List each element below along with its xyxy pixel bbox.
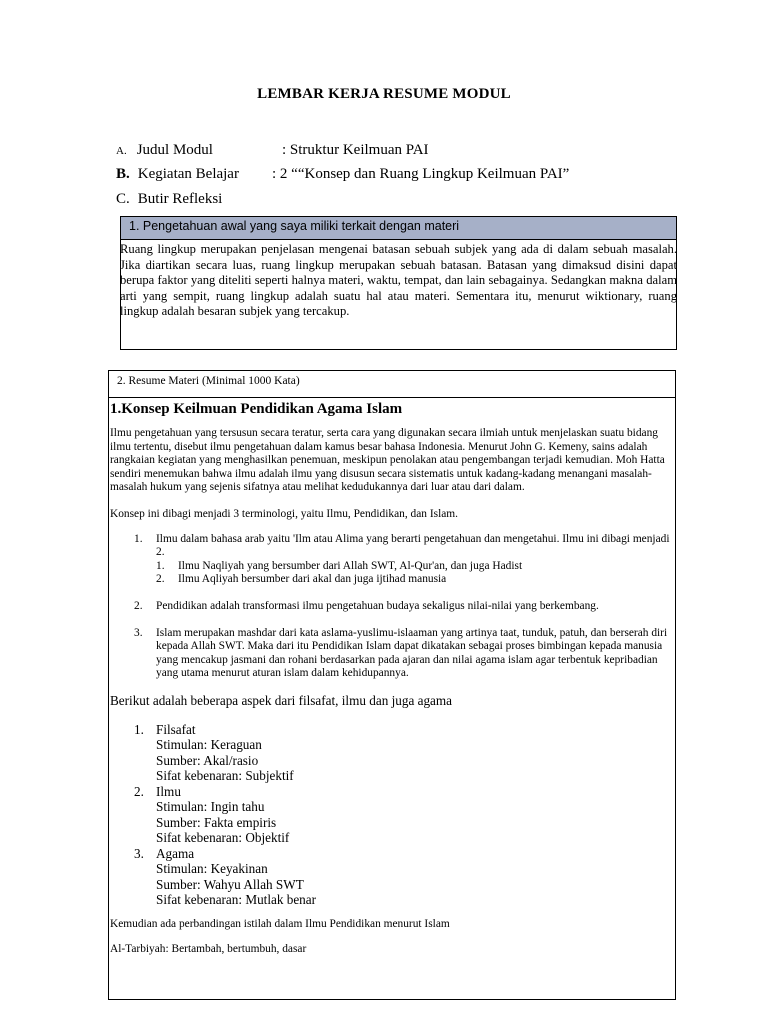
aspect-name: Ilmu [156, 783, 181, 799]
aspects-list [110, 722, 675, 908]
terminology-list [110, 533, 675, 681]
aspect-item [110, 784, 675, 846]
aspect-item [110, 846, 675, 908]
aspect-stimulan: Stimulan: Keyakinan [156, 861, 268, 877]
resume-content [109, 400, 675, 956]
list-item [110, 600, 675, 614]
aspects-intro: Berikut adalah beberapa aspek dari filsafat, ilmu dan juga agama [110, 692, 452, 708]
aspect-sumber: Sumber: Wahyu Allah SWT [156, 876, 304, 892]
judul-modul-row [116, 142, 429, 159]
list-item-text: Islam merupakan mashdar dari kata aslama-yuslimu-islaaman yang artinya taat, tunduk, patuh, dan berserah diri kepada Allah SWT. Maka dari itu Pendidikan Islam dapat dikatakan sebagai proses bimbingan kepada manusia yang mencakup jasmani dan rohani berdasarkan pada ajaran dan nilai agama islam agar terbentuk kepribadian yang utama menurut aturan islam dalam kehidupannya. [156, 626, 668, 680]
paragraph: Konsep ini dibagi menjadi 3 terminologi, yaitu Ilmu, Pendidikan, dan Islam. [110, 507, 458, 520]
list-number: 1. [134, 721, 144, 737]
resume-materi-header: 2. Resume Materi (Minimal 1000 Kata) [109, 371, 675, 398]
list-item-text: Pendidikan adalah transformasi ilmu pengetahuan budaya sekaligus nilai-nilai yang berkembang. [156, 599, 599, 612]
list-number: 3. [134, 845, 144, 861]
list-item-text: Ilmu dalam bahasa arab yaitu 'Ilm atau Alima yang berarti pengetahuan dan mengetahui. Ilmu ini dibagi menjadi 2. [156, 532, 670, 559]
list-number: 2. [134, 783, 144, 799]
list-item [110, 627, 675, 681]
pengetahuan-awal-header: 1. Pengetahuan awal yang saya miliki terkait dengan materi [121, 217, 676, 240]
row-letter: C. [116, 191, 130, 207]
row-letter: B. [116, 166, 130, 182]
aspect-sifat: Sifat kebenaran: Objektif [156, 830, 290, 846]
kegiatan-belajar-row [116, 166, 570, 183]
judul-modul-label: Judul Modul [136, 142, 213, 158]
list-number: 2. [134, 599, 143, 612]
aspect-sumber: Sumber: Akal/rasio [156, 752, 259, 768]
aspect-name: Agama [156, 845, 195, 861]
aspect-sumber: Sumber: Fakta empiris [156, 814, 277, 830]
section-heading: 1.Konsep Keilmuan Pendidikan Agama Islam [110, 401, 403, 417]
list-number: 1. [134, 532, 143, 545]
paragraph: Ilmu pengetahuan yang tersusun secara teratur, serta cara yang digunakan secara ilmiah untuk menjelaskan suatu bidang ilmu tertentu, disebut ilmu pengetahuan dalam kamus besar bahasa Indonesia. Menurut John G. Kemeny, sains adalah rangkaian kegiatan yang menghasilkan penemuan, meskipun penolakan atau pengembangan terjadi kemudian. Moh Hatta sendiri menemukan bahwa ilmu adalah ilmu yang disusun secara sistematis untuk kadang-kadang menangani masalah-masalah hukum yang sejenis sifatnya atau melihat kedudukannya dari luar atau dari dalam. [110, 427, 665, 494]
judul-modul-value: : Struktur Keilmuan PAI [282, 142, 429, 158]
list-number: 2. [156, 573, 165, 586]
list-item [110, 533, 675, 560]
aspect-item [110, 722, 675, 784]
aspect-stimulan: Stimulan: Keraguan [156, 737, 262, 753]
sub-list-item [110, 560, 675, 574]
list-item-text: Ilmu Aqliyah bersumber dari akal dan juga ijtihad manusia [178, 573, 447, 586]
list-number: 1. [156, 559, 165, 572]
list-number: 3. [134, 626, 143, 639]
kegiatan-belajar-label: Kegiatan Belajar [137, 166, 239, 182]
resume-materi-box [108, 370, 676, 1000]
page-title: LEMBAR KERJA RESUME MODUL [257, 86, 511, 102]
list-item-text: Ilmu Naqliyah yang bersumber dari Allah SWT, Al-Qur'an, dan juga Hadist [178, 559, 523, 572]
pengetahuan-awal-text: Ruang lingkup merupakan penjelasan mengenai batasan sebuah subjek yang ada di dalam sebuah masalah. Jika diartikan secara luas, ruang lingkup merupakan sebuah batasan. Batasan yang dimaksud disini dapat berupa faktor yang diteliti seperti halnya materi, waktu, tempat, dan lain sebagainya. Sedangkan makna dalam arti yang sempit, ruang lingkup adalah suatu hal atau materi. Sementara itu, menurut wiktionary, ruang lingkup adalah besaran subjek yang tercakup. [120, 242, 677, 318]
kegiatan-belajar-value: : 2 ““Konsep dan Ruang Lingkup Keilmuan PAI” [272, 166, 570, 182]
sub-list-item [110, 573, 675, 587]
aspect-sifat: Sifat kebenaran: Subjektif [156, 768, 294, 784]
comparison-intro: Kemudian ada perbandingan istilah dalam Ilmu Pendidikan menurut Islam [110, 917, 450, 930]
aspect-sifat: Sifat kebenaran: Mutlak benar [156, 892, 317, 908]
aspect-stimulan: Stimulan: Ingin tahu [156, 799, 265, 815]
tarbiyah-definition: Al-Tarbiyah: Bertambah, bertumbuh, dasar [110, 942, 307, 955]
aspect-name: Filsafat [156, 721, 196, 737]
row-letter: A. [116, 145, 127, 157]
butir-refleksi-label: Butir Refleksi [137, 191, 223, 207]
pengetahuan-awal-box [120, 216, 677, 350]
butir-refleksi-row [116, 191, 222, 208]
